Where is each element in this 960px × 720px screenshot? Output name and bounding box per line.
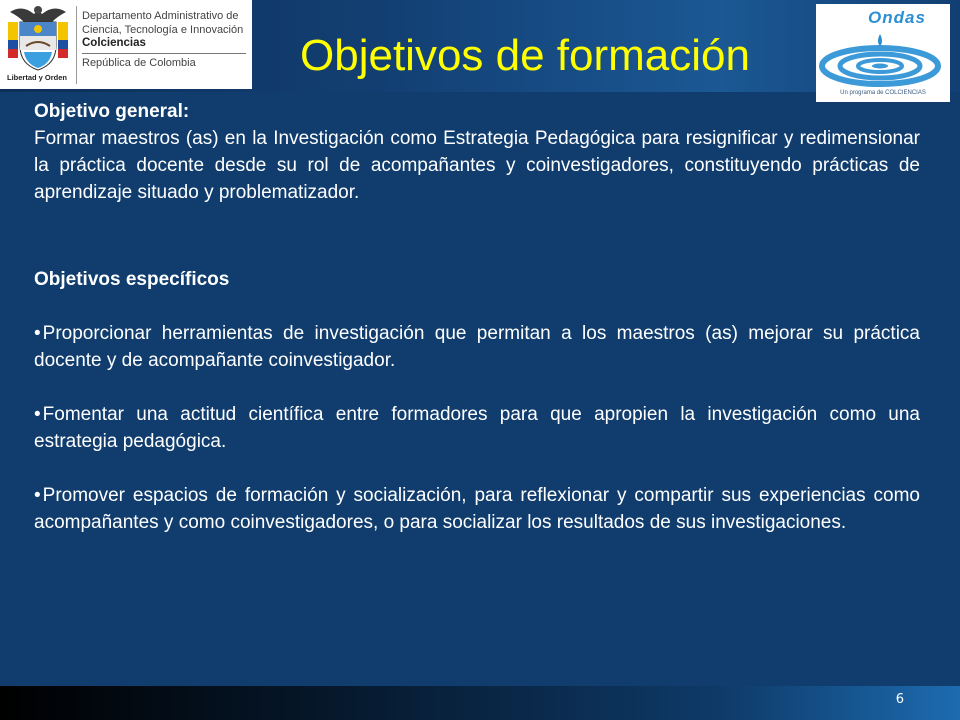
institution-line-1: Departamento Administrativo de: [82, 10, 239, 22]
institution-brand: Colciencias: [82, 37, 146, 49]
institution-line-2: Ciencia, Tecnología e Innovación: [82, 23, 244, 36]
motto-label: Libertad y Orden: [6, 73, 67, 82]
specific-objective-item: • Proporcionar herramientas de investigación que permitan a los maestros (as) mejorar su práctica docente y de acompañante coinvestigador.: [34, 320, 920, 374]
spacer: [34, 293, 920, 320]
general-objective-heading: Objetivo general:: [34, 101, 190, 122]
water-ripple-icon: [816, 4, 950, 102]
page-number: 6: [895, 692, 904, 707]
footer-band: [0, 686, 960, 720]
spacer: [34, 455, 920, 482]
spacer: [34, 374, 920, 401]
ondas-tagline: Un programa de COLCIENCIAS: [840, 90, 926, 96]
logo-divider: [76, 6, 77, 84]
ondas-logo: [816, 4, 950, 102]
specific-objectives-heading: Objetivos específicos: [34, 269, 230, 290]
spacer: [34, 206, 920, 266]
general-objective-text: Formar maestros (as) en la Investigación como Estrategia Pedagógica para resignificar y redimensionar la práctica docente desde su rol de acompañantes y coinvestigadores, constituyendo prácticas de aprendizaje situado y problematizador.: [34, 128, 920, 203]
specific-objective-item: • Fomentar una actitud científica entre formadores para que apropien la investigación como una estrategia pedagógica.: [34, 401, 920, 455]
slide-body: [34, 98, 920, 536]
colciencias-logo: [0, 0, 252, 89]
institution-rule: [82, 53, 246, 54]
institution-country: República de Colombia: [82, 56, 196, 69]
ondas-wordmark: Ondas: [868, 8, 926, 27]
specific-objective-item: • Promover espacios de formación y socialización, para reflexionar y compartir sus experiencias como acompañantes y como coinvestigadores, o para socializar los resultados de sus investigaciones.: [34, 482, 920, 536]
slide-title: Objetivos de formación: [300, 31, 750, 80]
institution-text: [82, 10, 250, 70]
